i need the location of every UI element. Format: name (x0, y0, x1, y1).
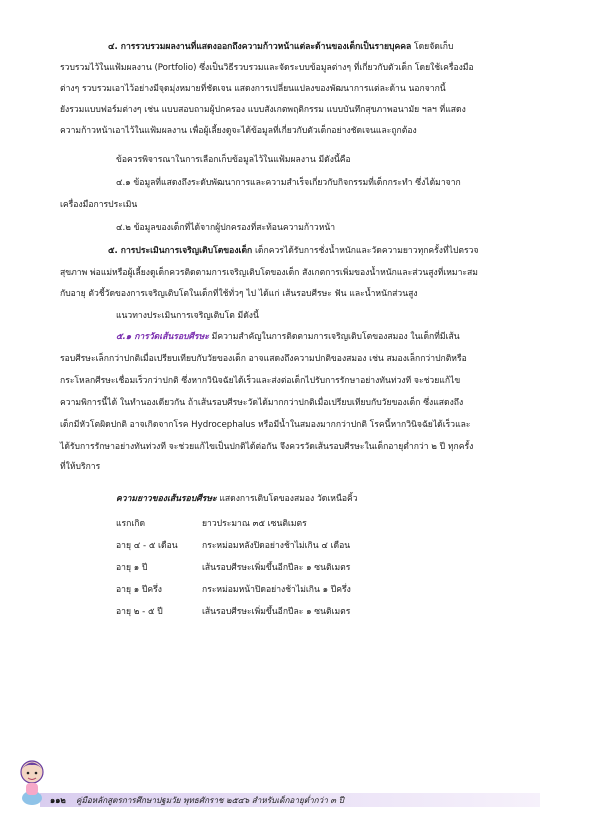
table-cell-age: อายุ ๑ ปี (116, 563, 148, 573)
section4-item-2: ๔.๒ ข้อมูลของเด็กที่ได้จากผู้ปกครองที่สะท้อนความก้าวหน้า (116, 223, 336, 233)
footer-title: คู่มือหลักสูตรการศึกษาปฐมวัย พุทธศักราช ๒๕๔๖ สำหรับเด็กอายุต่ำกว่า ๓ ปี (76, 795, 344, 805)
section5-1-line-5: ได้รับการรักษาอย่างทันท่วงที จะช่วยแก้ไขเป็นปกติได้ต่อกัน จึงควรวัดเส้นรอบศีรษะในเด็กอายุต่ำกว่า ๒ ปี ทุกครั้ง (60, 442, 474, 452)
section4-paragraph-line-4: ความก้าวหน้าเอาไว้ในแฟ้มผลงาน เพื่อผู้เลี้ยงดูจะได้ข้อมูลที่เกี่ยวกับตัวเด็กอย่างชัดเจนและถูกต้อง (60, 126, 417, 136)
section5-1-line-6: ที่ให้บริการ (60, 462, 101, 472)
section5-paragraph-line-2: กับอายุ ตัวชี้วัดของการเจริญเติบโตในเด็กที่ใช้ทั่วๆ ไป ได้แก่ เส้นรอบศีรษะ ฟัน และน้ำหนักส่วนสูง (60, 289, 418, 299)
table-cell-desc: เส้นรอบศีรษะเพิ่มขึ้นอีกปีละ ๑ ซนติเมตร (202, 563, 351, 573)
table-cell-desc: กระหม่อมหลังปิดอย่างช้าไม่เกิน ๔ เดือน (202, 541, 351, 551)
section5-1-line-1: รอบศีรษะเล็กกว่าปกติเมื่อเปรียบเทียบกับวัยของเด็ก อาจแสดงถึงความปกติของสมอง เช่น สมองเล็กกว่าปกติหรือ (60, 354, 467, 364)
table-cell-age: อายุ ๒ - ๕ ปี (116, 607, 163, 617)
table-cell-desc: กระหม่อมหน้าปิดอย่างช้าไม่เกิน ๑ ปีครึ่ง (202, 585, 351, 595)
table-title-tail: แสดงการเติบโตของสมอง วัดเหนือคิ้ว (219, 494, 358, 504)
section5-1-line-2: กระโหลกศีรษะเชื่อมเร็วกว่าปกติ ซึ่งหากวินิจฉัยได้เร็วและส่งต่อเด็กไปรับการรักษาอย่างทันท่วงที จะช่วยแก้ไข (60, 376, 461, 386)
section4-paragraph-line-1: รวบรวมไว้ในแฟ้มผลงาน (Portfolio) ซึ่งเป็นวิธีรวบรวมและจัดระบบข้อมูลต่างๆ ที่เกี่ยวกับตัวเด็ก โดยใช้เครื่องมือ (60, 63, 474, 73)
section5-heading-line (108, 245, 479, 257)
section5-1-heading-tail: มีความสำคัญในการติดตามการเจริญเติบโตของสมอง ในเด็กที่มีเส้น (211, 332, 460, 342)
table-cell-age: อายุ ๑ ปีครึ่ง (116, 585, 162, 595)
footer-page-number: ๑๑๒ (50, 795, 66, 805)
table-cell-desc: เส้นรอบศีรษะเพิ่มขึ้นอีกปีละ ๑ ซนติเมตร (202, 607, 351, 617)
section5-1-line-4: เด็กมีหัวโตผิดปกติ อาจเกิดจากโรค Hydrocephalus หรือมีน้ำในสมองมากกว่าปกติ โรคนี้หากวินิจฉัยได้เร็วและ (60, 420, 471, 430)
section4-item-1-continued: เครื่องมือการประเมิน (60, 200, 138, 210)
section5-1-line-3: ความพิการนี้ได้ ในทำนองเดียวกัน ถ้าเส้นรอบศีรษะวัดได้มากกว่าปกติเมื่อเปรียบเทียบกับวัยของเด็ก ซึ่งแสดงถึง (60, 398, 464, 408)
section4-heading-line (108, 41, 453, 53)
section4-heading-tail: โดยจัดเก็บ (413, 42, 454, 52)
table-cell-age: อายุ ๔ - ๕ เดือน (116, 541, 178, 551)
table-cell-age: แรกเกิด (116, 519, 146, 529)
table-title-line (116, 493, 358, 505)
table-cell-desc: ยาวประมาณ ๓๕ เซนติเมตร (202, 519, 307, 529)
section4-paragraph-line-2: ต่างๆ รวบรวมเอาไว้อย่างมีจุดมุ่งหมายที่ชัดเจน แสดงการเปลี่ยนแปลงของพัฒนาการแต่ละด้าน นอกจากนี้ (60, 84, 446, 94)
section5-1-heading-line (116, 331, 460, 343)
section4-item-1: ๔.๑ ข้อมูลที่แสดงถึงระดับพัฒนาการและความสำเร็จเกี่ยวกับกิจกรรมที่เด็กกระทำ ซึ่งได้มาจาก (116, 178, 461, 188)
section4-heading: ๔. การรวบรวมผลงานที่แสดงออกถึงความก้าวหน้าแต่ละด้านของเด็กเป็นรายบุคคล (108, 42, 412, 52)
section5-heading-tail: เด็กควรได้รับการชั่งน้ำหนักและวัดความยาวทุกครั้งที่ไปตรวจ (254, 246, 479, 256)
table-title: ความยาวของเส้นรอบศีรษะ (116, 494, 217, 504)
section5-heading: ๕. การประเมินการเจริญเติบโตของเด็ก (108, 246, 253, 256)
child-mascot-icon (18, 758, 46, 806)
section4-paragraph-line-3: ยังรวมแบบฟอร์มต่างๆ เช่น แบบสอบถามผู้ปกครอง แบบสังเกตพฤติกรรม แบบบันทึกสุขภาพอนามัย ฯลฯ ที่แสดง (60, 105, 466, 115)
section4-criteria-intro: ข้อควรพิจารณาในการเลือกเก็บข้อมูลไว้ในแฟ้มผลงาน มีดังนี้คือ (116, 155, 351, 165)
section5-guideline: แนวทางประเมินการเจริญเติบโต มีดังนี้ (116, 311, 259, 321)
section5-1-heading: ๕.๑ การวัดเส้นรอบศีรษะ (116, 332, 209, 342)
section5-paragraph-line-1: สุขภาพ พ่อแม่หรือผู้เลี้ยงดูเด็กควรติดตามการเจริญเติบโตของเด็ก สังเกตการเพิ่มของน้ำหนักและส่วนสูงที่เหมาะสม (60, 268, 478, 278)
